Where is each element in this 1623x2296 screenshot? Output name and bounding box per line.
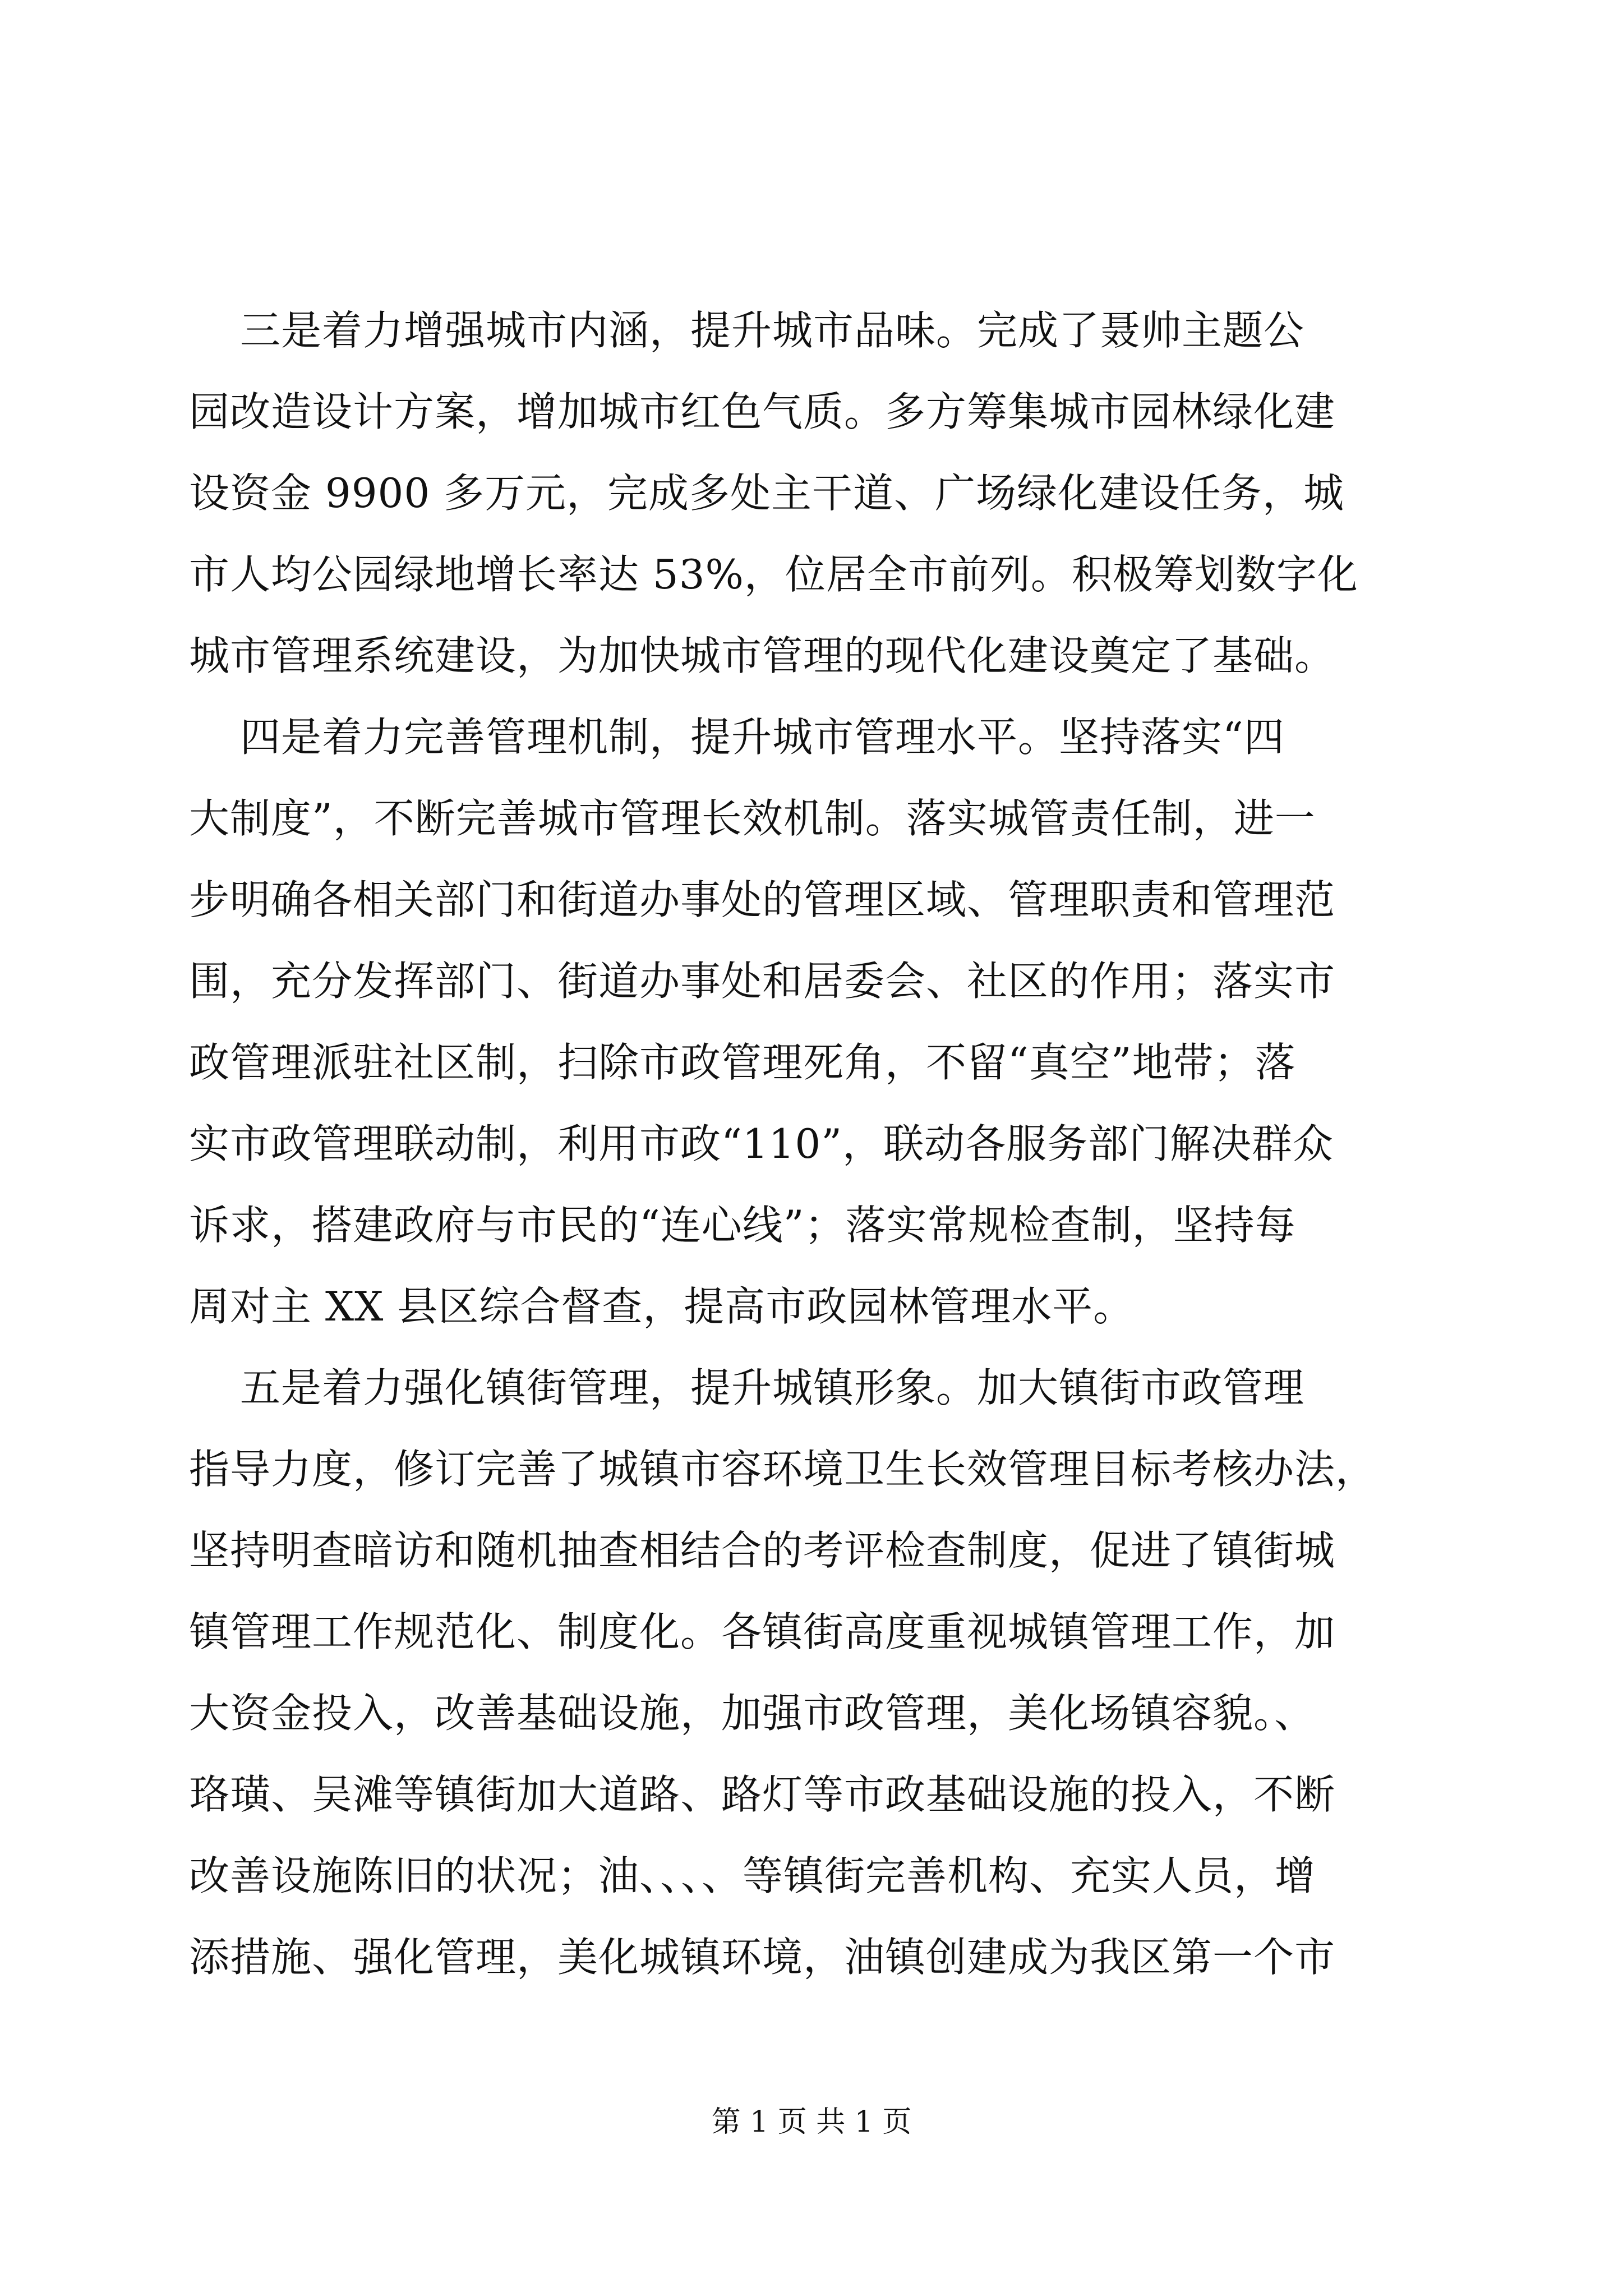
text-line: 珞璜、吴滩等镇街加大道路、路灯等市政基础设施的投入，不断 xyxy=(189,1771,1336,1818)
text-line: 步明确各相关部门和街道办事处的管理区域、管理职责和管理范 xyxy=(189,876,1336,923)
text-line: 大资金投入，改善基础设施，加强市政管理，美化场镇容貌。、 xyxy=(189,1690,1316,1737)
text-line: 坚持明查暗访和随机抽查相结合的考评检查制度，促进了镇街城 xyxy=(189,1527,1336,1574)
text-line: 围，充分发挥部门、街道办事处和居委会、社区的作用；落实市 xyxy=(189,958,1336,1005)
text-line: 三是着力增强城市内涵，提升城市品味。完成了聂帅主题公 xyxy=(240,307,1305,354)
text-line: 周对主 XX 县区综合督查，提高市政园林管理水平。 xyxy=(189,1283,1135,1330)
page-footer: 第 1 页 共 1 页 xyxy=(711,2105,912,2139)
text-line: 园改造设计方案，增加城市红色气质。多方筹集城市园林绿化建 xyxy=(189,388,1336,435)
text-line: 改善设施陈旧的状况；油、、、、等镇街完善机构、充实人员，增 xyxy=(189,1852,1316,1899)
text-line: 五是着力强化镇街管理，提升城镇形象。加大镇街市政管理 xyxy=(240,1364,1305,1411)
text-line: 诉求，搭建政府与市民的“连心线”；落实常规检查制，坚持每 xyxy=(189,1202,1296,1249)
text-line: 添措施、强化管理，美化城镇环境，油镇创建成为我区第一个市 xyxy=(189,1934,1336,1981)
text-line: 设资金 9900 多万元，完成多处主干道、广场绿化建设任务，城 xyxy=(189,470,1345,517)
text-line: 市人均公园绿地增长率达 53%，位居全市前列。积极筹划数字化 xyxy=(189,551,1358,598)
text-line: 政管理派驻社区制，扫除市政管理死角，不留“真空”地带；落 xyxy=(189,1039,1296,1086)
text-line: 镇管理工作规范化、制度化。各镇街高度重视城镇管理工作，加 xyxy=(189,1608,1336,1655)
text-line: 指导力度，修订完善了城镇市容环境卫生长效管理目标考核办法， xyxy=(189,1446,1377,1493)
text-line: 城市管理系统建设，为加快城市管理的现代化建设奠定了基础。 xyxy=(189,632,1336,679)
text-line: 大制度”，不断完善城市管理长效机制。落实城管责任制，进一 xyxy=(189,795,1316,842)
text-line: 四是着力完善管理机制，提升城市管理水平。坚持落实“四 xyxy=(240,714,1285,761)
text-line: 实市政管理联动制，利用市政“110”，联动各服务部门解决群众 xyxy=(189,1120,1334,1167)
